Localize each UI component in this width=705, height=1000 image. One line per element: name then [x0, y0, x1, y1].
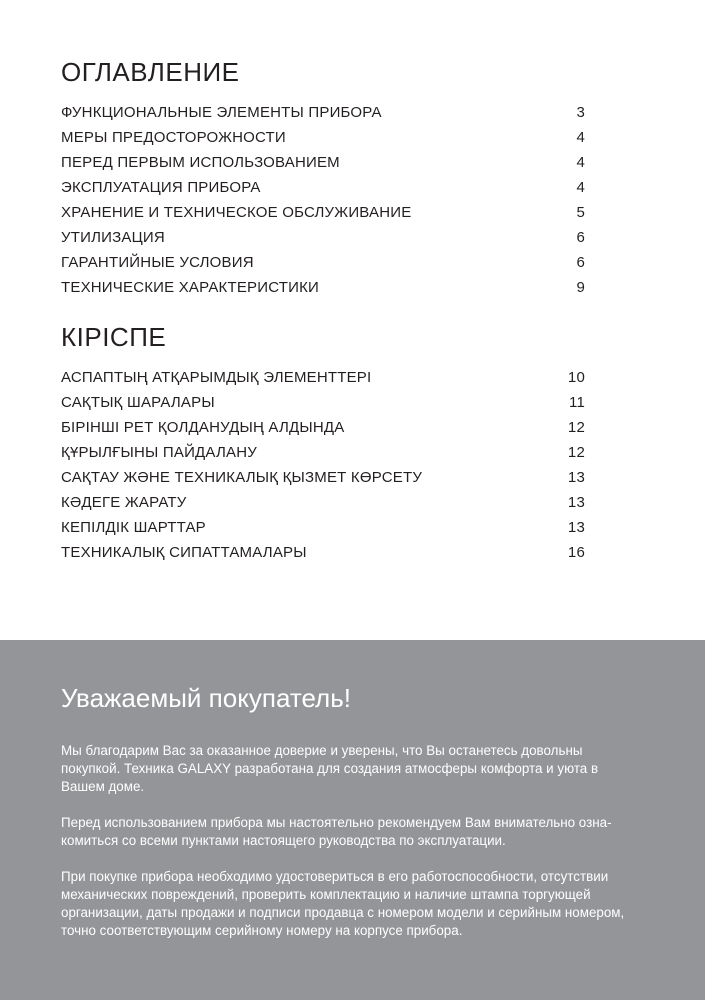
toc-entry[interactable] [61, 365, 585, 390]
toc-entry-page: 13 [567, 519, 585, 536]
greeting-paragraph [61, 742, 651, 796]
greeting-line: организации, даты продажи и подписи продавца с номером модели и серийным номером, [61, 905, 625, 920]
toc-entry-title: КӘДЕГЕ ЖАРАТУ [61, 494, 187, 511]
toc-entry-page: 11 [569, 394, 585, 411]
toc-entry-title: ТЕХНИЧЕСКИЕ ХАРАКТЕРИСТИКИ [61, 279, 320, 296]
toc-entry[interactable] [61, 465, 585, 490]
toc-entry-page: 13 [567, 494, 585, 511]
toc-entry-page: 12 [567, 419, 585, 436]
toc-entry-title: КЕПІЛДІК ШАРТТАР [61, 519, 206, 536]
toc-entry-title: ФУНКЦИОНАЛЬНЫЕ ЭЛЕМЕНТЫ ПРИБОРА [61, 104, 382, 121]
greeting-body [61, 742, 651, 958]
toc-entry-title: УТИЛИЗАЦИЯ [61, 229, 165, 246]
toc-section-russian [61, 57, 585, 300]
toc-entry[interactable] [61, 440, 585, 465]
toc-entry-title: АСПАПТЫҢ АТҚАРЫМДЫҚ ЭЛЕМЕНТТЕРІ [61, 369, 372, 386]
greeting-paragraph [61, 814, 651, 850]
toc-list [61, 100, 585, 300]
toc-entry-title: МЕРЫ ПРЕДОСТОРОЖНОСТИ [61, 129, 286, 146]
toc-entry-page: 9 [576, 279, 585, 296]
toc-entry[interactable] [61, 275, 585, 300]
greeting-paragraph [61, 868, 651, 940]
toc-entry-page: 4 [576, 179, 585, 196]
toc-entry[interactable] [61, 100, 585, 125]
greeting-line: Перед использованием прибора мы настоятельно рекомендуем Вам внимательно озна- [61, 815, 612, 830]
toc-entry-page: 4 [576, 154, 585, 171]
toc-entry[interactable] [61, 125, 585, 150]
toc-entry[interactable] [61, 150, 585, 175]
toc-entry-title: САҚТЫҚ ШАРАЛАРЫ [61, 394, 215, 411]
toc-entry[interactable] [61, 200, 585, 225]
toc-entry-page: 6 [576, 254, 585, 271]
toc-entry-title: ХРАНЕНИЕ И ТЕХНИЧЕСКОЕ ОБСЛУЖИВАНИЕ [61, 204, 412, 221]
toc-entry-page: 13 [567, 469, 585, 486]
greeting-line: Вашем доме. [61, 779, 145, 794]
toc-entry-title: ТЕХНИКАЛЫҚ СИПАТТАМАЛАРЫ [61, 544, 307, 561]
greeting-line: точно соответствующим серийному номеру на корпусе прибора. [61, 923, 463, 938]
toc-entry-page: 6 [576, 229, 585, 246]
toc-entry-page: 12 [567, 444, 585, 461]
toc-entry[interactable] [61, 415, 585, 440]
toc-heading: КІРІСПЕ [61, 322, 167, 352]
toc-entry-title: БІРІНШІ РЕТ ҚОЛДАНУДЫҢ АЛДЫНДА [61, 419, 345, 436]
greeting-heading: Уважаемый покупатель! [61, 683, 351, 713]
toc-entry-title: ПЕРЕД ПЕРВЫМ ИСПОЛЬЗОВАНИЕМ [61, 154, 340, 171]
toc-list [61, 365, 585, 565]
toc-entry[interactable] [61, 540, 585, 565]
toc-section-kazakh [61, 322, 585, 565]
toc-entry[interactable] [61, 390, 585, 415]
toc-entry[interactable] [61, 225, 585, 250]
toc-entry-page: 4 [576, 129, 585, 146]
toc-entry-page: 5 [576, 204, 585, 221]
toc-entry-title: ЭКСПЛУАТАЦИЯ ПРИБОРА [61, 179, 261, 196]
greeting-line: При покупке прибора необходимо удостовериться в его работоспособности, отсутствии [61, 869, 609, 884]
greeting-line: Мы благодарим Вас за оказанное доверие и уверены, что Вы останетесь довольны [61, 743, 583, 758]
greeting-line: механических повреждений, проверить комплектацию и наличие штампа торгующей [61, 887, 591, 902]
toc-entry-title: ГАРАНТИЙНЫЕ УСЛОВИЯ [61, 254, 254, 271]
toc-entry-page: 16 [567, 544, 585, 561]
toc-entry[interactable] [61, 490, 585, 515]
greeting-line: комиться со всеми пунктами настоящего руководства по эксплуатации. [61, 833, 506, 848]
greeting-line: покупкой. Техника GALAXY разработана для создания атмосферы комфорта и уюта в [61, 761, 599, 776]
toc-entry[interactable] [61, 515, 585, 540]
toc-heading: ОГЛАВЛЕНИЕ [61, 57, 240, 87]
customer-greeting-panel [0, 640, 705, 1000]
toc-entry[interactable] [61, 175, 585, 200]
toc-entry-page: 10 [567, 369, 585, 386]
toc-entry-page: 3 [576, 104, 585, 121]
toc-entry-title: ҚҰРЫЛҒЫНЫ ПАЙДАЛАНУ [61, 444, 257, 461]
toc-entry-title: САҚТАУ ЖӘНЕ ТЕХНИКАЛЫҚ ҚЫЗМЕТ КӨРСЕТУ [61, 469, 423, 486]
toc-entry[interactable] [61, 250, 585, 275]
